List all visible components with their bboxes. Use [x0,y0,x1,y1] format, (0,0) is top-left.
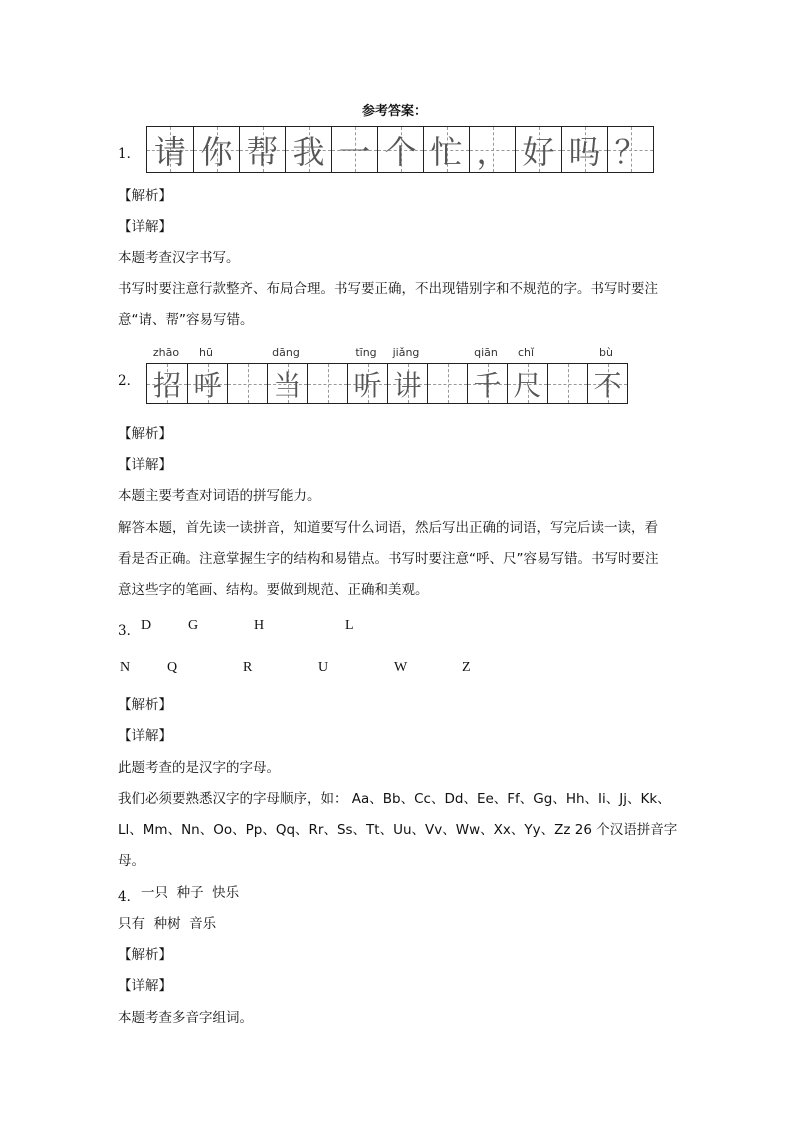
q1-grid-char: ， [476,132,509,171]
q1-grid-cell [377,127,423,172]
q2-grid-cell [467,364,507,403]
q2-writing-grid [146,363,628,404]
q2-grid-cell [227,364,267,403]
q3-letter: W [394,660,408,675]
q2-grid-char [548,364,587,403]
q1-paragraph-2a: 书写时要注意行款整齐、布局合理。书写要正确，不出现错别字和不规范的字。书写时要注 [118,281,658,297]
q1-xiangjie-label: 【详解】 [118,219,172,235]
q2-number: 2． [118,373,141,389]
q2-xiangjie-label: 【详解】 [118,457,172,473]
q1-grid-cell [515,127,561,172]
q2-grid-cell [147,364,187,403]
q3-paragraph-2b: Ll、Mm、Nn、Oo、Pp、Qq、Rr、Ss、Tt、Uu、Vv、Ww、Xx、Yy、Zz 26 个汉语拼音字 [118,822,678,838]
q1-grid-char: 帮 [246,132,279,171]
q1-paragraph-1: 本题考查汉字书写。 [118,250,240,266]
q1-grid-char: 好 [522,132,555,171]
q2-grid-cell [387,364,427,403]
q2-grid-cell [587,364,627,403]
q2-pinyin: dāng [272,346,300,359]
q2-grid-char: 呼 [193,368,222,402]
q3-paragraph-1: 此题考查的是汉字的字母。 [118,760,280,776]
q2-grid-char: 不 [593,368,622,402]
q1-grid-char: 吗 [568,132,601,171]
q1-grid-cell [423,127,469,172]
q4-xiangjie-label: 【详解】 [118,978,172,994]
q1-grid-cell [561,127,607,172]
q2-pinyin: zhāo [152,346,180,359]
q4-words-line-1: 一只 种子 快乐 [141,885,240,901]
q2-grid-cell [547,364,587,403]
q3-letter: G [188,618,199,633]
q2-grid-char: 尺 [513,368,542,402]
q2-paragraph-1: 本题主要考查对词语的拼写能力。 [118,488,321,504]
q2-pinyin: bù [599,346,613,359]
q2-grid-char: 当 [273,368,302,402]
q3-letter: H [254,618,265,633]
q1-grid-cell [607,127,653,172]
q2-grid-char: 千 [473,368,502,402]
q1-grid-cell [239,127,285,172]
q1-grid-cell [285,127,331,172]
q3-letter: Z [462,660,471,675]
q1-jiexi-label: 【解析】 [118,188,172,204]
q1-grid-char: 请 [153,132,186,171]
q1-grid-cell [331,127,377,172]
q2-pinyin: hū [199,346,213,359]
q2-paragraph-2c: 意这些字的笔画、结构。要做到规范、正确和美观。 [118,582,429,598]
q3-jiexi-label: 【解析】 [118,697,172,713]
q4-number: 4． [118,889,141,905]
q3-letter: U [318,660,329,675]
q3-number: 3． [118,623,141,639]
q1-grid-cell [469,127,515,172]
q2-grid-char: 讲 [393,368,422,402]
q4-jiexi-label: 【解析】 [118,947,172,963]
q2-grid-cell [307,364,347,403]
q3-xiangjie-label: 【详解】 [118,728,172,744]
q2-pinyin: qiān [474,346,498,359]
q3-letter: N [120,660,131,675]
q2-grid-cell [507,364,547,403]
q2-grid-cell [347,364,387,403]
page-title: 参考答案： [362,104,428,119]
q1-paragraph-2b: 意“请、帮”容易写错。 [118,312,254,328]
q3-letter: R [243,660,253,675]
q2-pinyin: tīng [355,346,377,359]
q1-grid-cell [193,127,239,172]
q2-grid-cell [267,364,307,403]
q2-grid-cell [427,364,467,403]
q1-grid-char: 一 [338,132,371,171]
q2-pinyin: jiǎng [392,346,420,359]
q1-grid-cell [147,127,193,172]
q2-grid-char [428,364,467,403]
q4-words-line-2: 只有 种树 音乐 [118,916,217,932]
q1-writing-grid [146,126,654,173]
q2-grid-char [228,364,267,403]
q1-grid-char: 忙 [430,132,463,171]
q2-pinyin: chǐ [517,346,535,359]
q2-paragraph-2b: 看是否正确。注意掌握生字的结构和易错点。书写时要注意“呼、尺”容易写错。书写时要注 [118,551,659,567]
q2-jiexi-label: 【解析】 [118,426,172,442]
q3-letter: L [345,618,354,633]
q3-letter: Q [167,660,178,675]
q2-grid-char: 招 [152,368,181,402]
q2-paragraph-2a: 解答本题，首先读一读拼音，知道要写什么词语，然后写出正确的词语，写完后读一读，看 [118,520,658,536]
q3-paragraph-2c: 母。 [118,853,145,869]
q1-grid-char: 你 [200,132,233,171]
q2-grid-char [308,364,347,403]
q1-number: 1． [118,146,141,162]
q2-grid-char: 听 [353,368,382,402]
q3-paragraph-2a: 我们必须要熟悉汉字的字母顺序，如： Aa、Bb、Cc、Dd、Ee、Ff、Gg、Hh、Ii、Jj、Kk、 [118,791,671,807]
q1-grid-char: 个 [384,132,417,171]
q2-grid-cell [187,364,227,403]
q1-grid-char: ？ [614,132,647,171]
q3-letter: D [141,618,152,633]
q1-grid-char: 我 [292,132,325,171]
q4-paragraph-1: 本题考查多音字组词。 [118,1010,253,1026]
